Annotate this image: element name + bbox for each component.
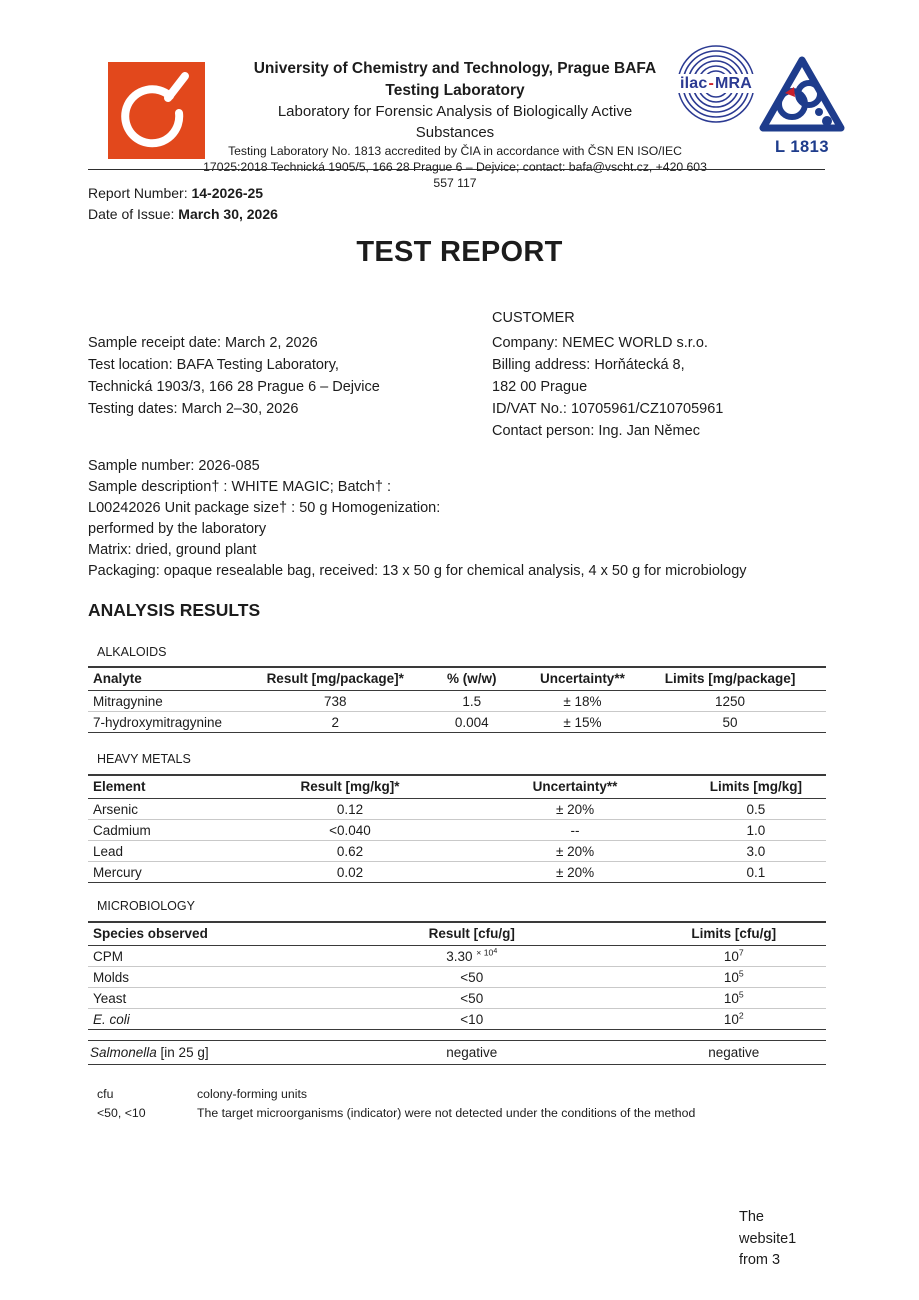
table-cell [641,988,826,1009]
table-cell [641,1009,826,1030]
table-cell: Yeast [88,988,302,1009]
results-table [88,921,826,1030]
lab-name-line1: Laboratory for Forensic Analysis of Biologically Active [277,103,633,120]
table-cell: 7-hydroxymitragynine [88,712,258,733]
report-number-label: Report Number: [88,185,192,201]
text-line: ID/VAT No.: 10705961/CZ10705961 [492,401,724,417]
table-cell: Lead [88,841,236,862]
text-line: 182 00 Prague [492,379,588,395]
footnote-definition: colony-forming units [197,1087,308,1101]
column-header: Result [mg/package]* [258,667,413,691]
column-header: Limits [cfu/g] [641,922,826,946]
text-line: Sample number: 2026-085 [88,458,260,474]
results-table [88,666,826,733]
table-cell: <50 [302,988,641,1009]
footnotes [97,1085,837,1123]
letterhead [190,58,720,191]
cia-accreditation-logo [756,55,848,155]
table-cell: 0.02 [236,862,465,883]
ilac-mra-label [676,74,756,93]
table-cell: Cadmium [88,820,236,841]
table-header-row [88,775,826,799]
lab-name-line2: Substances [415,124,495,141]
footnote-definition: The target microorganisms (indicator) were not detected under the conditions of the method [197,1106,696,1120]
table-row [88,820,826,841]
table-row [88,691,826,712]
text-line: Testing dates: March 2–30, 2026 [88,401,299,417]
table-cell [88,1041,302,1065]
column-header: Uncertainty** [531,667,634,691]
text-line: Company: NEMEC WORLD s.r.o. [492,335,708,351]
column-header: Limits [mg/kg] [686,775,826,799]
table-cell: -- [464,820,685,841]
table-cell: ± 20% [464,862,685,883]
report-meta [88,183,278,225]
table-cell [641,946,826,967]
table-cell: 1.0 [686,820,826,841]
table-cell: 1.5 [413,691,531,712]
report-number-line [88,183,278,204]
header-divider [88,169,825,170]
accreditation-line2: 17025:2018 Technická 1905/5, 166 28 Prague 6 – Dejvice; contact: bafa@vscht.cz, +420 603 [203,160,707,174]
table-cell: Arsenic [88,799,236,820]
text-line: Technická 1903/3, 166 28 Prague 6 – Dejvice [88,379,380,395]
table-cell: 738 [258,691,413,712]
table-cell [641,967,826,988]
table-cell [88,1009,302,1030]
page-title: TEST REPORT [356,236,563,268]
column-header: Limits [mg/package] [634,667,826,691]
results-table [88,774,826,883]
cell-text: 10 [723,990,739,1006]
table-cell: negative [641,1041,826,1065]
salmonella-row-table [88,1040,826,1065]
text-line: performed by the laboratory [88,521,267,537]
ilac-dash: - [708,74,714,92]
org-name-line1: University of Chemistry and Technology, Prague BAFA [253,60,657,77]
column-header: % (w/w) [413,667,531,691]
customer-heading: CUSTOMER [492,310,575,326]
column-header: Species observed [88,922,302,946]
table-cell: 0.62 [236,841,465,862]
date-of-issue-line [88,204,278,225]
table-cell: 0.004 [413,712,531,733]
accreditation-line1: Testing Laboratory No. 1813 accredited by ČIA in accordance with ČSN EN ISO/IEC [228,144,682,158]
cia-triangle-icon [756,55,848,135]
table-row [88,1009,826,1030]
table-row [88,967,826,988]
footnote-row [97,1104,837,1123]
table-cell [302,946,641,967]
text-line: Contact person: Ing. Jan Němec [492,423,700,439]
column-header: Element [88,775,236,799]
table-row [88,988,826,1009]
table-cell: ± 20% [464,841,685,862]
table-cell: Mitragynine [88,691,258,712]
ilac-text: ilac [679,74,708,92]
table-cell: Molds [88,967,302,988]
analysis-results-heading: ANALYSIS RESULTS [88,600,261,620]
table-header-row [88,922,826,946]
table-cell: 2 [258,712,413,733]
table-cell: ± 20% [464,799,685,820]
table-cell: <50 [302,967,641,988]
cell-text: 4 [493,947,498,955]
footnote-row [97,1085,837,1104]
cell-text: 3.30 [446,948,477,964]
table-cell: 0.5 [686,799,826,820]
table-cell: negative [302,1041,641,1065]
cell-text: 7 [738,947,744,957]
alkaloids-table [88,666,826,733]
table-row [88,712,826,733]
column-header: Analyte [88,667,258,691]
table-cell: Mercury [88,862,236,883]
table-cell: 1250 [634,691,826,712]
column-header: Uncertainty** [464,775,685,799]
text-line: Sample receipt date: March 2, 2026 [88,335,318,351]
cia-accreditation-number: L 1813 [774,138,830,156]
org-name-line2: Testing Laboratory [385,81,525,99]
date-of-issue-value: March 30, 2026 [178,206,278,222]
mra-text: MRA [714,74,753,92]
table-cell: 50 [634,712,826,733]
cell-text: 5 [738,968,744,978]
heavy-metals-label: HEAVY METALS [97,752,191,766]
cell-text: 10 [723,969,739,985]
text-line: Test location: BAFA Testing Laboratory, [88,357,339,373]
table-row [88,1041,826,1065]
footnote-term: <50, <10 [97,1106,146,1120]
cell-text: 10 [723,1011,739,1027]
table-header-row [88,667,826,691]
table-cell: 0.1 [686,862,826,883]
text-line: Billing address: Horňátecká 8, [492,357,685,373]
table-cell: <0.040 [236,820,465,841]
cell-text: 2 [738,1010,744,1020]
text-line: website1 [739,1230,797,1247]
column-header: Result [mg/kg]* [236,775,465,799]
table-cell: CPM [88,946,302,967]
text-line: L00242026 Unit package size† : 50 g Homogenization: [88,500,441,516]
table-cell: <10 [302,1009,641,1030]
cell-text: 10 [723,948,739,964]
cell-text: E. coli [93,1011,130,1027]
footnote-term: cfu [97,1087,114,1101]
report-number-value: 14-2026-25 [191,185,264,201]
table-row [88,946,826,967]
cell-text: × 10 [476,947,494,957]
microbiology-label: MICROBIOLOGY [97,899,195,913]
table-cell: ± 15% [531,712,634,733]
cell-text: Salmonella [90,1045,157,1060]
table-cell: ± 18% [531,691,634,712]
customer-info-block [492,332,723,442]
table-row [88,862,826,883]
cell-text: 5 [738,989,744,999]
test-info-block [88,332,380,420]
sample-info-block [88,456,848,582]
results-table [88,1040,826,1065]
accreditation-line3: 557 117 [433,176,477,190]
date-of-issue-label: Date of Issue: [88,206,179,222]
text-line: The [739,1209,764,1225]
table-cell: 3.0 [686,841,826,862]
table-cell: 0.12 [236,799,465,820]
column-header: Result [cfu/g] [302,922,641,946]
cell-text: [in 25 g] [156,1045,209,1060]
ilac-mra-logo [676,43,756,125]
text-line: Packaging: opaque resealable bag, received: 13 x 50 g for chemical analysis, 4 x 50 g for microbiology [88,563,747,579]
text-line: from 3 [739,1252,781,1268]
microbiology-table [88,921,826,1030]
text-line: Sample description† : WHITE MAGIC; Batch† : [88,479,391,495]
table-row [88,841,826,862]
text-line: Matrix: dried, ground plant [88,542,257,558]
alkaloids-label: ALKALOIDS [97,645,167,659]
page-number-note [739,1207,796,1272]
table-row [88,799,826,820]
heavy-metals-table [88,774,826,883]
